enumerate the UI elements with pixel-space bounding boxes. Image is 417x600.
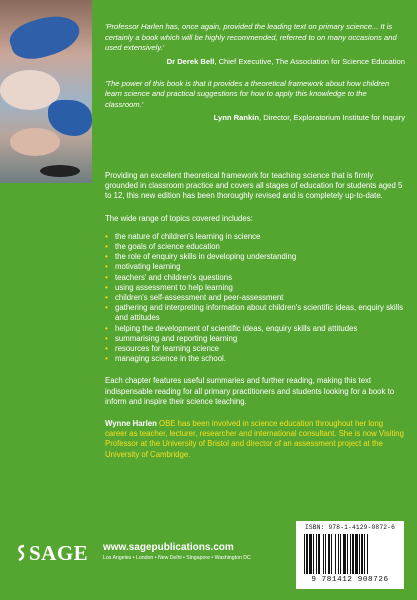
sage-logo-icon: [16, 543, 26, 565]
topics-intro: The wide range of topics covered includes:: [105, 213, 253, 223]
author-bio: [105, 419, 405, 460]
quote-attribution: [105, 112, 405, 123]
quote-author: Lynn Rankin: [213, 113, 259, 122]
quote-text: 'Professor Harlen has, once again, provided the leading text on primary science... It is certainly a book which will be highly recommended, referred to on many occasions and used extensively.': [105, 22, 397, 52]
quote-author: Dr Derek Bell: [166, 56, 215, 66]
bullet-icon: •: [105, 262, 108, 272]
quote-role: , Chief Executive, The Association for Science Education: [214, 56, 405, 66]
topic-item: • resources for learning science: [105, 344, 220, 354]
topic-item: • using assessment to help learning: [105, 282, 233, 292]
publisher-logo: [16, 541, 88, 566]
topic-item: • teachers' and children's questions: [105, 272, 232, 282]
bullet-icon: •: [105, 242, 108, 252]
topic-item: • the nature of children's learning in science: [105, 231, 261, 241]
isbn-label: ISBN: 978-1-4129-0872-6: [304, 524, 395, 531]
author-name: Wynne Harlen: [105, 419, 157, 429]
closing-paragraph: Each chapter features useful summaries and further reading, making this text indispensable reading for all primary practitioners and students looking for a book to inform and inspire their science teaching.: [105, 376, 395, 406]
quote-role: , Director, Exploratorium Institute for Inquiry: [258, 113, 405, 122]
quote-text: 'The power of this book is that it provides a theoretical framework about how children learn science and practical suggestions for how to apply this knowledge to the classroom.': [105, 78, 390, 109]
publisher-cities: Los Angeles • London • New Delhi • Singapore • Washington DC: [103, 555, 251, 561]
bullet-icon: •: [105, 333, 108, 343]
bullet-icon: •: [105, 354, 108, 364]
bullet-icon: •: [105, 293, 108, 303]
bullet-icon: •: [105, 344, 108, 354]
author-bio-text: OBE has been involved in science education throughout her long career as teacher, lecturer, researcher and international consultant. She is now Visiting Professor at the University of Bristol and director of an assessment project at the University of Cambridge.: [105, 419, 404, 459]
topic-item: • managing science in the school.: [105, 354, 226, 364]
topic-item: • motivating learning: [105, 262, 181, 272]
topic-item: • helping the development of scientific ideas, enquiry skills and attitudes: [105, 323, 358, 333]
topic-item: • the role of enquiry skills in developing understanding: [105, 252, 297, 262]
bullet-icon: •: [105, 303, 108, 313]
bullet-icon: •: [105, 252, 108, 262]
description: [105, 171, 405, 472]
cover-photo: [0, 0, 92, 183]
logo-text: SAGE: [29, 541, 89, 565]
barcode-bars: [304, 534, 396, 574]
bullet-icon: •: [105, 231, 108, 241]
bullet-icon: •: [105, 282, 108, 292]
topic-item: • summarising and reporting learning: [105, 333, 238, 343]
barcode-number: 9 781412 908726: [311, 576, 389, 584]
publisher-url: www.sagepublications.com: [103, 542, 234, 553]
quote-attribution: [105, 56, 405, 67]
topic-item: • children's self-assessment and peer-assessment: [105, 293, 284, 303]
topics-list: [105, 232, 405, 365]
bullet-icon: •: [105, 323, 108, 333]
topic-item: • the goals of science education: [105, 242, 220, 252]
endorsements: [105, 22, 405, 135]
topic-item: • gathering and interpreting information about children's scientific ideas, enquiry skills and attitudes: [105, 303, 403, 323]
intro-paragraph: Providing an excellent theoretical framework for teaching science that is firmly grounded in classroom practice and covers all stages of education for students aged 5 to 12, this new edition has been thoroughly revised and is completely up-to-date.: [105, 171, 403, 201]
bullet-icon: •: [105, 272, 108, 282]
publisher-info: [103, 542, 251, 561]
barcode: [296, 521, 404, 589]
